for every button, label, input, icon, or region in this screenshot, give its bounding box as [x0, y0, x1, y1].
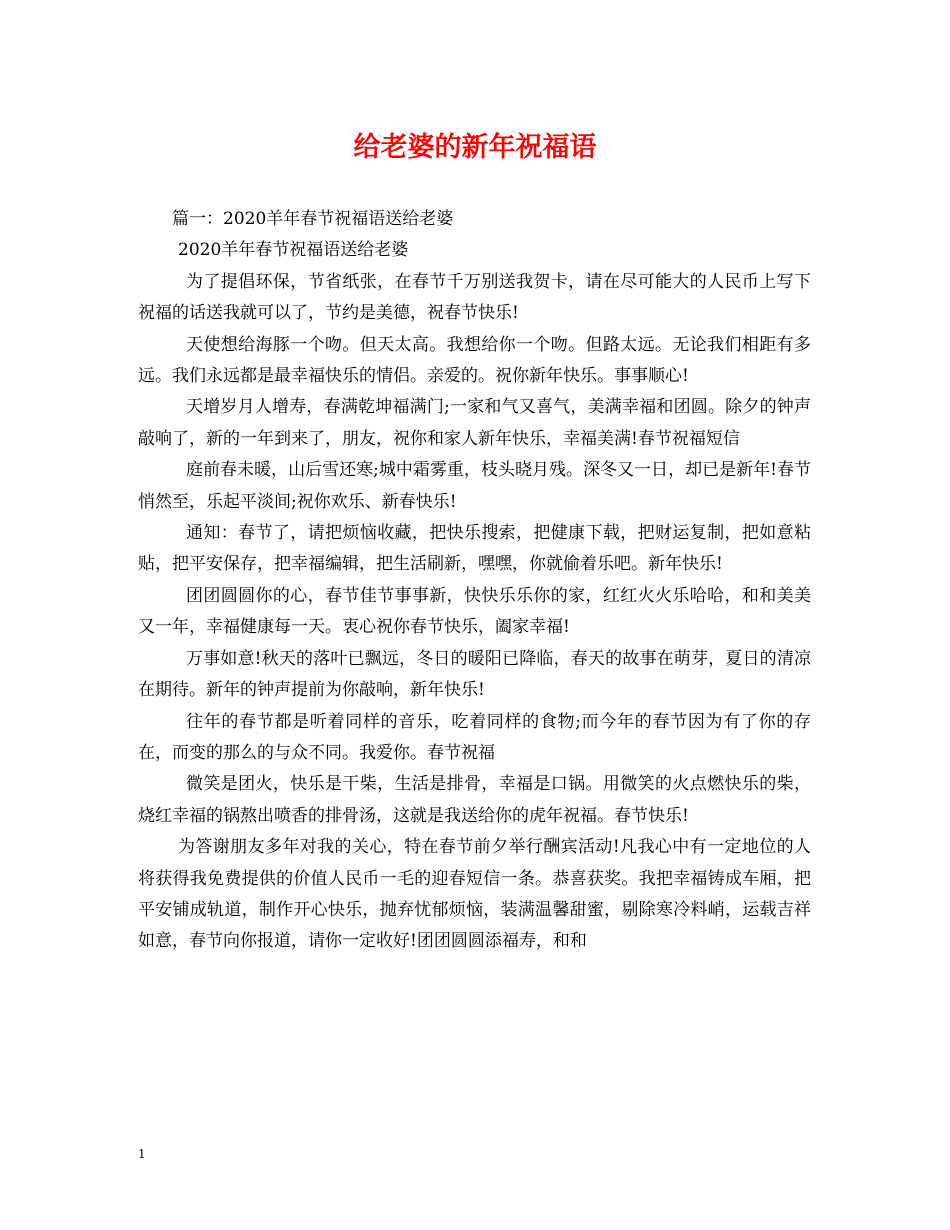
paragraph: 天增岁月人增寿，春满乾坤福满门;一家和气又喜气，美满幸福和团圆。除夕的钟声敲响了，新的一年到来了，朋友，祝你和家人新年快乐，幸福美满!春节祝福短信 [138, 397, 811, 449]
paragraph: 万事如意!秋天的落叶已飘远，冬日的暖阳已降临，春天的故事在萌芽，夏日的清凉在期待。新年的钟声提前为你敲响，新年快乐! [138, 648, 811, 701]
document-body [138, 204, 811, 958]
document-title: 给老婆的新年祝福语 [353, 132, 597, 163]
paragraph: 通知：春节了，请把烦恼收藏，把快乐搜索，把健康下载，把财运复制，把如意粘贴，把平安保存，把幸福编辑，把生活刷新，嘿嘿，你就偷着乐吧。新年快乐! [138, 523, 811, 575]
page-number: 1 [138, 1147, 146, 1161]
paragraph: 团团圆圆你的心，春节佳节事事新，快快乐乐你的家，红红火火乐哈哈，和和美美又一年，幸福健康每一天。衷心祝你春节快乐，阖家幸福! [138, 585, 811, 638]
paragraph: 庭前春未暖，山后雪还寒;城中霜雾重，枝头晓月残。深冬又一日，却已是新年!春节悄然至，乐起平淡间;祝你欢乐、新春快乐! [138, 460, 811, 512]
paragraph-heading: 篇一：2020羊年春节祝福语送给老婆 [172, 209, 454, 229]
paragraph: 微笑是团火，快乐是干柴，生活是排骨，幸福是口锅。用微笑的火点燃快乐的柴，烧红幸福的锅熬出喷香的排骨汤，这就是我送给你的虎年祝福。春节快乐! [138, 774, 811, 826]
paragraph: 天使想给海豚一个吻。但天太高。我想给你一个吻。但路太远。无论我们相距有多远。我们永远都是最幸福快乐的情侣。亲爱的。祝你新年快乐。事事顺心! [138, 334, 811, 387]
paragraph-subheading: 2020羊年春节祝福语送给老婆 [178, 240, 409, 261]
paragraph: 为答谢朋友多年对我的关心，特在春节前夕举行酬宾活动!凡我心中有一定地位的人将获得我免费提供的价值人民币一毛的迎春短信一条。恭喜获奖。我把幸福铸成车厢，把平安铺成轨道，制作开心快乐，抛弃忧郁烦恼，装满温馨甜蜜，剔除寒冷料峭，运载吉祥如意，春节向你报道，请你一定收好!团团圆圆添福寿，和和 [138, 837, 811, 952]
paragraph: 往年的春节都是听着同样的音乐，吃着同样的食物;而今年的春节因为有了你的存在，而变的那么的与众不同。我爱你。春节祝福 [138, 711, 811, 763]
paragraph: 为了提倡环保，节省纸张，在春节千万别送我贺卡，请在尽可能大的人民币上写下祝福的话送我就可以了，节约是美德，祝春节快乐! [138, 271, 811, 324]
